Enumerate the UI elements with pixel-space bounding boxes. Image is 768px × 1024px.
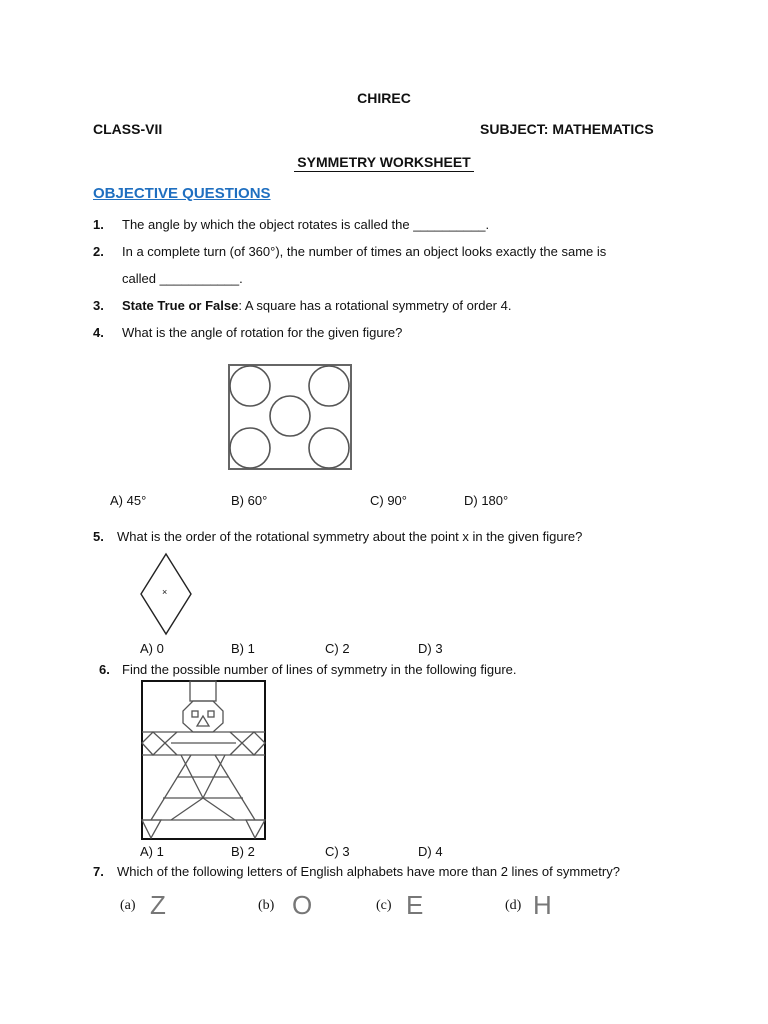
- leg-left-inner: [171, 798, 203, 820]
- question-5-option-c: C) 2: [325, 641, 350, 656]
- left-shoulder-diag-2: [165, 743, 177, 755]
- question-7-number: 7.: [93, 864, 104, 879]
- question-6-option-b: B) 2: [231, 844, 255, 859]
- figure-circle-top-left: [230, 366, 270, 406]
- question-2-text-continued: called ___________.: [122, 271, 243, 286]
- question-4-option-d: D) 180°: [464, 493, 509, 508]
- question-4-option-a: A) 45°: [110, 493, 147, 508]
- question-6-option-c: C) 3: [325, 844, 350, 859]
- question-7-option-d-label: (d): [505, 898, 522, 913]
- question-2-number: 2.: [93, 244, 104, 259]
- question-7-option-c-letter: E: [406, 890, 424, 920]
- question-5-text: What is the order of the rotational symmetry about the point x in the given figure?: [117, 529, 583, 544]
- question-3-text: : A square has a rotational symmetry of order 4.: [238, 298, 512, 313]
- left-hand-diamond: [142, 732, 165, 755]
- question-7-option-a-letter: Z: [150, 890, 166, 920]
- nose-triangle: [197, 716, 209, 726]
- question-1-number: 1.: [93, 217, 104, 232]
- eye-right: [208, 711, 214, 717]
- question-1-text: The angle by which the object rotates is called the __________.: [122, 217, 490, 232]
- question-7-option-c-label: (c): [376, 898, 392, 913]
- question-5-number: 5.: [93, 529, 104, 544]
- worksheet-title: SYMMETRY WORKSHEET: [294, 154, 473, 172]
- question-4-option-c: C) 90°: [370, 493, 407, 508]
- right-hand-diamond: [242, 732, 265, 755]
- section-title: OBJECTIVE QUESTIONS: [93, 185, 271, 202]
- outer-frame: [142, 681, 265, 839]
- question-7-option-a-label: (a): [120, 898, 136, 913]
- question-6-text: Find the possible number of lines of symmetry in the following figure.: [122, 662, 517, 677]
- question-5-option-b: B) 1: [231, 641, 255, 656]
- left-shoulder-diag: [165, 732, 177, 743]
- question-6-option-a: A) 1: [140, 844, 164, 859]
- question-6-number: 6.: [99, 662, 110, 677]
- leg-right-inner: [203, 798, 235, 820]
- question-4-option-b: B) 60°: [231, 493, 268, 508]
- right-foot: [246, 820, 265, 838]
- school-name: CHIREC: [357, 90, 411, 106]
- question-5-option-a: A) 0: [140, 641, 164, 656]
- subject-label: SUBJECT: MATHEMATICS: [480, 121, 654, 137]
- figure-circle-center: [270, 396, 310, 436]
- question-6-figure: [141, 680, 266, 840]
- figure-circle-bottom-right: [309, 428, 349, 468]
- question-7-option-b-label: (b): [258, 898, 275, 913]
- right-shoulder-diag-2: [230, 743, 242, 755]
- question-5-option-d: D) 3: [418, 641, 443, 656]
- question-3-bold-lead: State True or False: [122, 298, 239, 313]
- question-4-number: 4.: [93, 325, 104, 340]
- figure-circle-bottom-left: [230, 428, 270, 468]
- right-shoulder-diag: [230, 732, 242, 743]
- question-7-option-d-letter: H: [533, 890, 552, 920]
- question-3-text-wrap: [122, 298, 511, 313]
- question-2-text: In a complete turn (of 360°), the number of times an object looks exactly the same is: [122, 244, 607, 259]
- point-x-mark: ×: [162, 587, 168, 597]
- question-6-option-d: D) 4: [418, 844, 443, 859]
- question-4-figure: [228, 364, 352, 470]
- question-4-text: What is the angle of rotation for the given figure?: [122, 325, 403, 340]
- left-foot: [142, 820, 161, 838]
- question-3-number: 3.: [93, 298, 104, 313]
- worksheet-title-wrap: [0, 154, 768, 170]
- eye-left: [192, 711, 198, 717]
- class-label: CLASS-VII: [93, 121, 163, 137]
- figure-circle-top-right: [309, 366, 349, 406]
- neck-block: [190, 681, 216, 701]
- question-7-option-b-letter: O: [292, 890, 313, 920]
- question-7-text: Which of the following letters of English alphabets have more than 2 lines of symmetry?: [117, 864, 620, 879]
- figure-square: [229, 365, 351, 469]
